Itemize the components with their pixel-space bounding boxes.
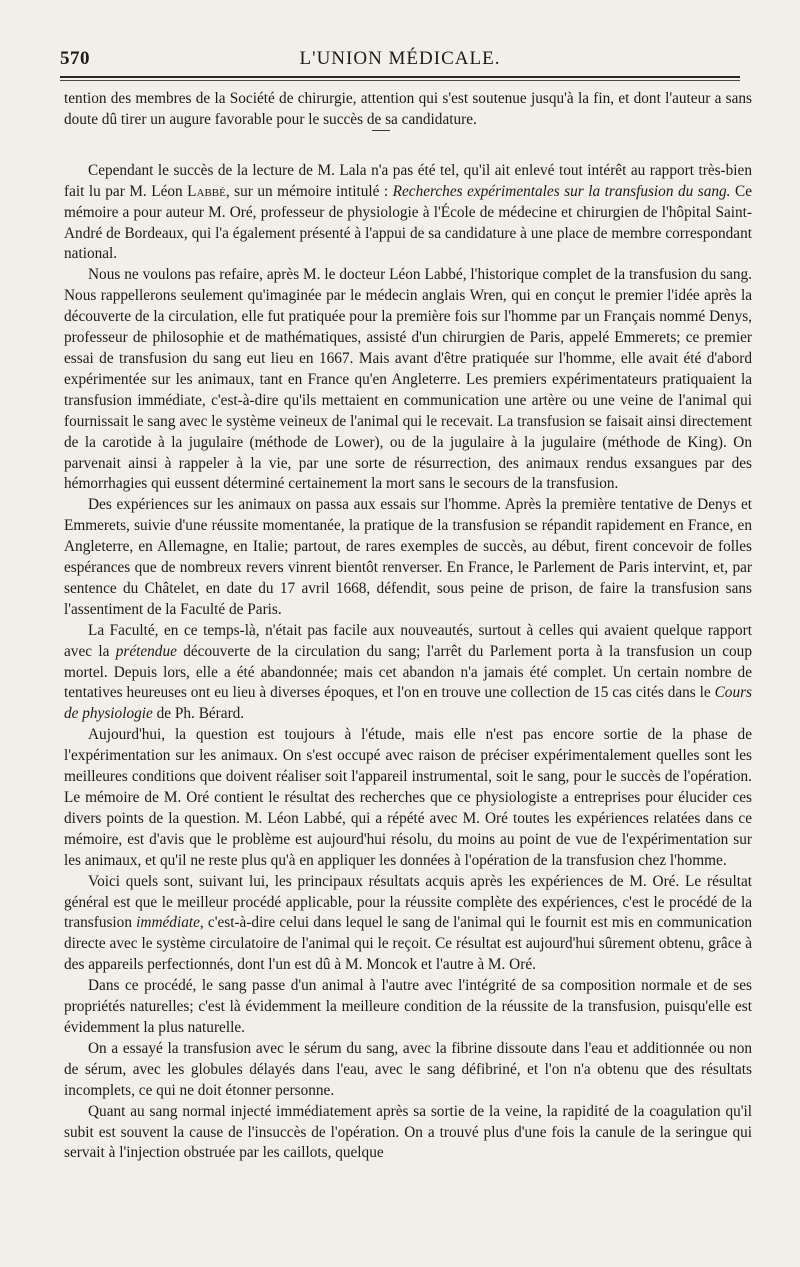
paragraph <box>64 1102 752 1165</box>
book-title: Cours de physiologie <box>64 684 752 723</box>
paragraph-text: , c'est-à-dire celui dans lequel le sang de l'animal qui le fournit est mis en communication directe avec le système circulatoire de l'animal qui le reçoit. Ce résultat est aujourd'hui sûrement obtenu, grâce à des appareils perfectionnés, dont l'un est dû à M. Moncok et l'autre à M. Oré. <box>64 914 752 974</box>
memoir-title: Recherches expérimentales sur la transfusion du sang. <box>392 182 731 200</box>
paragraph-text: Des expériences sur les animaux on passa aux essais sur l'homme. Après la première tentative de Denys et Emmerets, suivie d'une réussite momentanée, la pratique de la transfusion se répandit rapidement en France, en Angleterre, en Allemagne, en Italie; partout, de rares exemples de succès, au début, firent concevoir de folles espérances que de nombreux revers vinrent bientôt renverser. En France, le Parlement de Paris intervint, et, par sentence du Châtelet, en date du 17 avril 1668, défendit, sous peine de prison, de faire la transfusion sans l'assentiment de la Faculté de Paris. <box>64 496 752 618</box>
paragraph <box>64 265 752 495</box>
header-rule <box>60 76 740 78</box>
paragraph-text: Cependant le succès de la lecture de M. Lala n'a pas été tel, qu'il ait enlevé tout intérêt au rapport très-bien fait lu par M. Léon <box>64 161 752 200</box>
paragraph <box>64 621 752 726</box>
paragraph <box>64 1039 752 1102</box>
page-number: 570 <box>60 48 90 69</box>
page-header <box>60 46 740 76</box>
paragraph-text: tention des membres de la Société de chirurgie, attention qui s'est soutenue jusqu'à la fin, et dont l'auteur a sans doute dû tirer un augure favorable pour le succès de sa candidature. <box>64 90 752 128</box>
paragraph <box>64 161 752 266</box>
paragraph-text: On a essayé la transfusion avec le sérum du sang, avec la fibrine dissoute dans l'eau et additionnée ou non de sérum, avec les globules délayés dans l'eau, avec le sang défibriné, et l'on n'a obtenu que des résultats incomplets, ce qui ne doit étonner personne. <box>64 1039 752 1099</box>
author-name: Labbé <box>187 182 226 200</box>
paragraph <box>64 495 752 620</box>
paragraph <box>64 725 752 871</box>
paragraph-text: Quant au sang normal injecté immédiatement après sa sortie de la veine, la rapidité de la coagulation qu'il subit est souvent la cause de l'insuccès de l'opération. On a trouvé plus d'une fois la canule de la seringue qui servait à l'injection obstruée par les caillots, quelque <box>64 1102 752 1162</box>
header-rule-thin <box>60 80 740 81</box>
paragraph <box>64 872 752 977</box>
paragraph-text: Nous ne voulons pas refaire, après M. le docteur Léon Labbé, l'historique complet de la transfusion du sang. Nous rappellerons seulement qu'imaginée par le médecin anglais Wren, qui en conçut le premier l'idée après la découverte de la circulation, elle fut pratiquée pour la première fois sur l'homme par un Français nommé Denys, professeur de philosophie et de mathématiques, assisté d'un chirurgien de Paris, appelé Emmerets; ce premier essai de transfusion du sang eut lieu en 1667. Mais avant d'être pratiquée sur l'homme, elle avait été d'abord expérimentée sur les animaux, tant en France qu'en Angleterre. Les premiers expérimentateurs pratiquaient la transfusion immédiate, c'est-à-dire qu'ils mettaient en communication une artère ou une veine de l'animal qui fournissait le sang avec le système veineux de l'animal qui le recevait. La transfusion se faisait ainsi directement de la carotide à la jugulaire (méthode de Lower), ou de la jugulaire à la jugulaire (méthode de King). On parvenait ainsi à rappeler à la vie, par une sorte de résurrection, des animaux rendus exsangues par des hémorrhagies qui eussent déterminé certainement la mort sans le secours de la transfusion. <box>64 266 752 493</box>
body-text <box>64 89 752 1164</box>
paragraph-text: Ce mémoire a pour auteur M. Oré, professeur de physiologie à l'École de médecine et chirurgien de l'hôpital Saint-André de Bordeaux, qui l'a également présenté à l'appui de sa candidature à une place de membre correspondant national. <box>64 182 752 263</box>
paragraph-text: Voici quels sont, suivant lui, les principaux résultats acquis après les expériences de M. Oré. Le résultat général est que le meilleur procédé applicable, pour la réussite complète des expériences, c'est le procédé de la transfusion <box>64 872 752 932</box>
italic-term: prétendue <box>115 642 177 660</box>
paragraph-text: de Ph. Bérard. <box>152 705 245 723</box>
paragraph-text: Aujourd'hui, la question est toujours à l'étude, mais elle n'est pas encore sortie de la phase de l'expérimentation sur les animaux. On s'est occupé avec raison de préciser expérimentalement quelles sont les meilleures conditions que doivent réaliser soit l'appareil instrumental, soit le sang, pour le succès de l'opération. Le mémoire de M. Oré contient le résultat des recherches que ce physiologiste a entreprises pour élucider ces divers points de la question. M. Léon Labbé, qui a répété avec M. Oré toutes les expériences relatées dans ce mémoire, est d'avis que le problème est aujourd'hui résolu, du moins au point de vue de l'expérimentation sur les animaux, et qu'il ne reste plus qu'à en appliquer les données à l'opération de la transfusion chez l'homme. <box>64 726 752 869</box>
paragraph <box>64 976 752 1039</box>
paragraph <box>64 89 752 131</box>
paragraph-text: La Faculté, en ce temps-là, n'était pas facile aux nouveautés, surtout à celles qui avaient quelque rapport avec la <box>64 621 752 660</box>
italic-term: immédiate <box>136 914 200 932</box>
paragraph-text: , sur un mémoire intitulé : <box>225 182 393 200</box>
running-title: L'UNION MÉDICALE. <box>299 48 501 69</box>
paragraph-text: découverte de la circulation du sang; l'arrêt du Parlement porta à la transfusion un coup mortel. Depuis lors, elle a été abandonnée; mais cet abandon n'a jamais été complet. Un certain nombre de tentatives heureuses ont eu lieu à diverses époques, et l'on en trouve une collection de 15 cas cités dans le <box>64 642 752 702</box>
paragraph-text: Dans ce procédé, le sang passe d'un animal à l'autre avec l'intégrité de sa composition normale et de ses propriétés naturelles; c'est là évidemment la meilleure condition de la réussite de la transfusion, puisqu'elle est évidemment la plus naturelle. <box>64 977 752 1036</box>
